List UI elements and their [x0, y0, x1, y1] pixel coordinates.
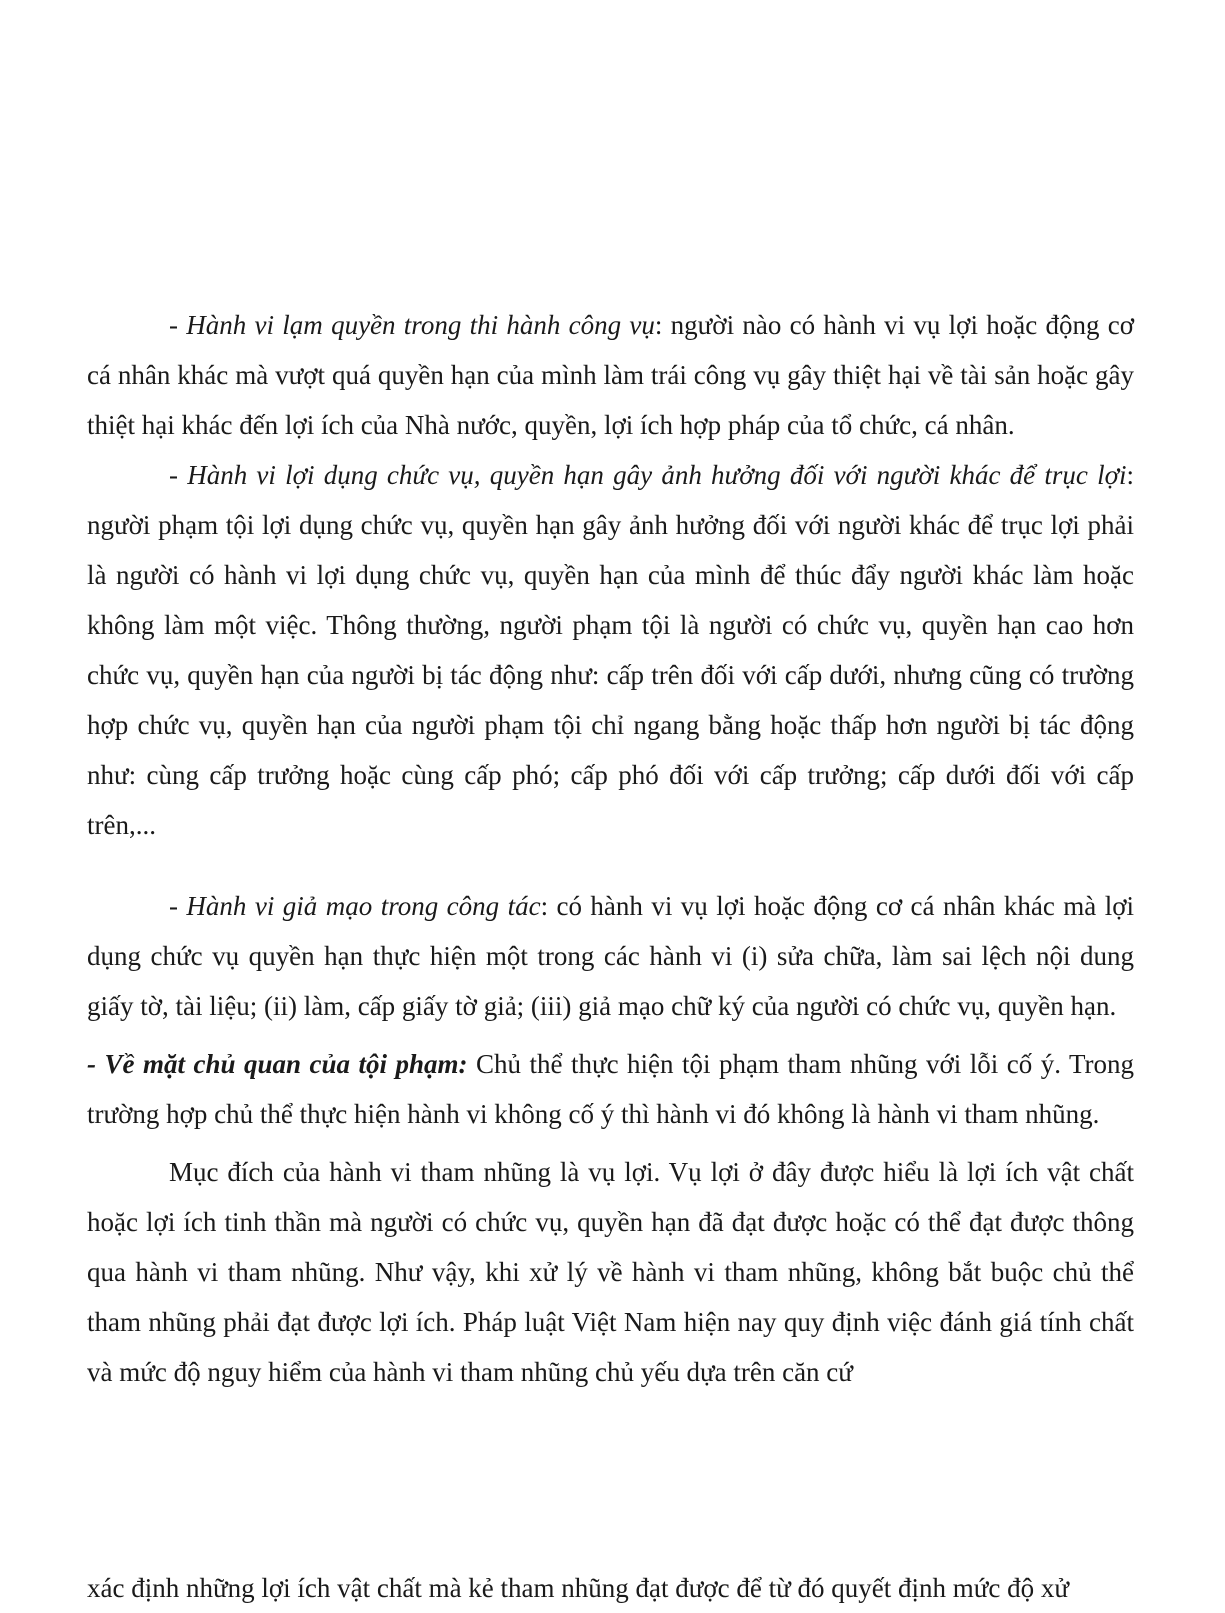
paragraph-text: : người nào có hành vi vụ lợi hoặc động cơ cá nhân khác mà vượt quá quyền hạn của mình làm trái công vụ gây thiệt hại về tài sản hoặc gây thiệt hại khác đến lợi ích của Nhà nước, quyền, lợi ích hợp pháp của tổ chức, cá nhân.	[87, 310, 1134, 440]
paragraph-lead: - Hành vi lạm quyền trong thi hành công vụ	[169, 310, 655, 340]
paragraph-text: Chủ thể thực hiện tội phạm tham nhũng với lỗi cố ý. Trong trường hợp chủ thể thực hiện hành vi không cố ý thì hành vi đó không là hành vi tham nhũng.	[87, 1049, 1134, 1129]
paragraph-text: Mục đích của hành vi tham nhũng là vụ lợi. Vụ lợi ở đây được hiểu là lợi ích vật chất hoặc lợi ích tinh thần mà người có chức vụ, quyền hạn đã đạt được hoặc có thể đạt được thông qua hành vi tham nhũng. Như vậy, khi xử lý về hành vi tham nhũng, không bắt buộc chủ thể tham nhũng phải đạt được lợi ích. Pháp luật Việt Nam hiện nay quy định việc đánh giá tính chất và mức độ nguy hiểm của hành vi tham nhũng chủ yếu dựa trên căn cứ	[87, 1157, 1134, 1387]
paragraph-subjective-aspect	[87, 1039, 1134, 1139]
paragraph-lead: - Hành vi lợi dụng chức vụ, quyền hạn gây ảnh hưởng đối với người khác để trục lợi	[169, 460, 1127, 490]
paragraph-purpose	[87, 1147, 1134, 1397]
paragraph-abuse-of-power	[87, 300, 1134, 450]
cut-off-line: xác định những lợi ích vật chất mà kẻ tham nhũng đạt được để từ đó quyết định mức độ xử	[87, 1573, 1070, 1603]
document-body	[87, 300, 1134, 1397]
paragraph-forgery	[87, 881, 1134, 1031]
paragraph-text: : có hành vi vụ lợi hoặc động cơ cá nhân khác mà lợi dụng chức vụ quyền hạn thực hiện một trong các hành vi (i) sửa chữa, làm sai lệch nội dung giấy tờ, tài liệu; (ii) làm, cấp giấy tờ giả; (iii) giả mạo chữ ký của người có chức vụ, quyền hạn.	[87, 891, 1134, 1021]
paragraph-influence-peddling	[87, 450, 1134, 850]
paragraph-text: : người phạm tội lợi dụng chức vụ, quyền hạn gây ảnh hưởng đối với người khác để trục lợi phải là người có hành vi lợi dụng chức vụ, quyền hạn của mình để thúc đẩy người khác làm hoặc không làm một việc. Thông thường, người phạm tội là người có chức vụ, quyền hạn cao hơn chức vụ, quyền hạn của người bị tác động như: cấp trên đối với cấp dưới, nhưng cũng có trường hợp chức vụ, quyền hạn của người phạm tội chỉ ngang bằng hoặc thấp hơn người bị tác động như: cùng cấp trưởng hoặc cùng cấp phó; cấp phó đối với cấp trưởng; cấp dưới đối với cấp trên,...	[87, 460, 1134, 840]
paragraph-lead: - Về mặt chủ quan của tội phạm:	[87, 1049, 468, 1079]
paragraph-lead: - Hành vi giả mạo trong công tác	[169, 891, 541, 921]
